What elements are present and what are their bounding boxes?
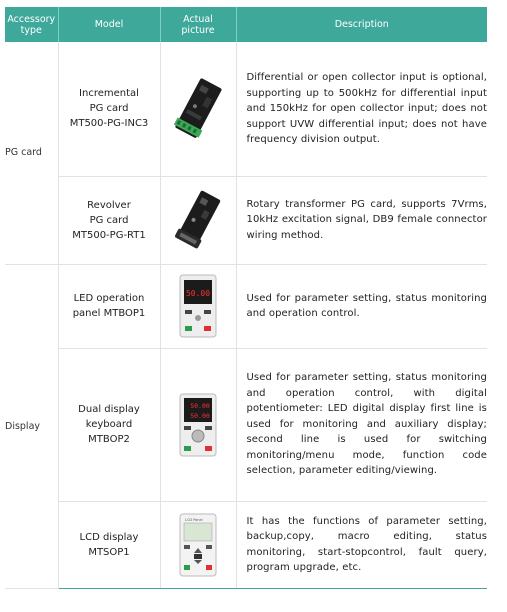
- model-line: MT500-PG-INC3: [69, 118, 149, 130]
- model-line: PG card: [89, 103, 129, 115]
- picture-cell: [160, 501, 236, 588]
- header-accessory-type: [5, 7, 58, 42]
- model-line: MT500-PG-RT1: [72, 229, 146, 241]
- led-panel-icon: [178, 274, 218, 338]
- description-cell: Rotary transformer PG card, supports 7Vrms, 10kHz excitation signal, DB9 female connector wiring method.: [236, 176, 487, 264]
- model-cell: [58, 42, 160, 176]
- model-line: LCD display: [79, 531, 139, 543]
- description-cell: Differential or open collector input is optional, supporting up to 500kHz for differential input and 150kHz for open collector input; does not support UVW differential input; does not have frequency division output.: [236, 42, 487, 176]
- model-line: MTBOP2: [88, 434, 130, 445]
- group-display-text: Display: [5, 420, 41, 432]
- model-cell: [58, 501, 160, 588]
- group-label-pg-card: [5, 42, 58, 264]
- group-label-display: [5, 264, 58, 588]
- header-picture-line2: picture: [181, 24, 215, 36]
- model-line: MTSOP1: [88, 546, 130, 558]
- header-type-line1: Accessory: [7, 13, 56, 25]
- model-cell: [58, 348, 160, 501]
- table-row: [5, 348, 487, 501]
- picture-cell: [160, 176, 236, 264]
- model-line: Revolver: [87, 199, 131, 211]
- model-line: Dual display: [78, 404, 140, 415]
- header-description: Description: [236, 7, 487, 42]
- pg-card-board-icon: [172, 78, 224, 140]
- model-line: panel MTBOP1: [72, 308, 146, 319]
- header-model: Model: [58, 7, 160, 42]
- picture-cell: [160, 348, 236, 501]
- picture-cell: [160, 264, 236, 348]
- dual-display-keyboard-icon: [178, 393, 218, 457]
- group-pg-text: PG card: [5, 147, 42, 159]
- model-line: keyboard: [85, 419, 133, 430]
- revolver-card-board-icon: [173, 190, 223, 250]
- header-picture-line1: Actual: [183, 13, 213, 25]
- dual-display-top-text: 50.00: [190, 401, 210, 410]
- table-row: [5, 42, 487, 176]
- description-cell: It has the functions of parameter setting, backup,copy, macro editing, status monitoring, start-stopcontrol, fault query, program upgrade, etc.: [236, 501, 487, 588]
- description-cell: Used for parameter setting, status monitoring and operation control, with digital potentiometer: LED digital display first line is used for monitoring and auxiliary display; second line is used for switching monitoring/menu mode, function code selection, parameter editing/viewing.: [236, 348, 487, 501]
- model-line: PG card: [89, 214, 129, 226]
- model-line: Incremental: [79, 88, 139, 100]
- accessory-table: [5, 7, 487, 589]
- header-actual-picture: [160, 7, 236, 42]
- table-header-row: [5, 7, 487, 42]
- table-row: [5, 176, 487, 264]
- lcd-brand-text: LCD Panel: [185, 517, 203, 522]
- model-cell: [58, 264, 160, 348]
- led-display-text: 50.00: [185, 289, 211, 298]
- lcd-display-panel-icon: [178, 513, 218, 577]
- table-row: [5, 501, 487, 588]
- description-cell: Used for parameter setting, status monitoring and operation control.: [236, 264, 487, 348]
- header-type-line2: type: [20, 24, 42, 36]
- table-row: [5, 264, 487, 348]
- picture-cell: [160, 42, 236, 176]
- dual-display-bottom-text: 50.00: [190, 411, 210, 420]
- model-line: LED operation: [73, 293, 145, 304]
- model-cell: [58, 176, 160, 264]
